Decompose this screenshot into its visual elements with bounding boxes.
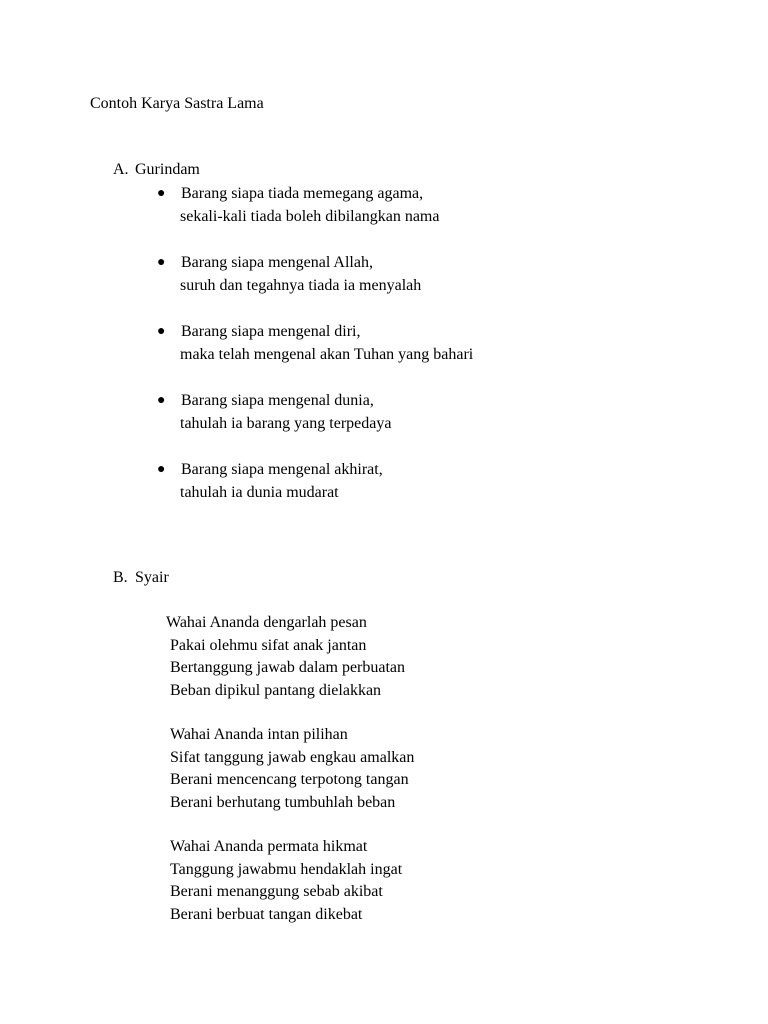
gurindam-list: [0, 182, 473, 527]
bullet-icon: ●: [157, 255, 166, 270]
syair-poem: [166, 612, 415, 948]
bullet-icon: ●: [157, 186, 166, 201]
gurindam-line-2: tahulah ia dunia mudarat: [180, 484, 339, 501]
list-item: [0, 320, 473, 366]
syair-stanza: [170, 724, 414, 814]
list-item: [0, 251, 473, 297]
list-item: [0, 182, 473, 228]
syair-line: Wahai Ananda permata hikmat: [170, 838, 368, 855]
section-heading-syair: [113, 566, 169, 589]
gurindam-line-2: maka telah mengenal akan Tuhan yang bahari: [180, 346, 474, 363]
bullet-icon: ●: [157, 393, 166, 408]
syair-line: Sifat tanggung jawab engkau amalkan: [170, 748, 415, 766]
syair-line: Berani berbuat tangan dikebat: [170, 905, 363, 923]
gurindam-line-2: suruh dan tegahnya tiada ia menyalah: [180, 277, 422, 294]
section-heading-gurindam: [113, 158, 200, 181]
syair-line: Beban dipikul pantang dielakkan: [170, 681, 382, 699]
gurindam-line-1: Barang siapa mengenal akhirat,: [181, 461, 383, 478]
section-marker-b: B.: [113, 569, 128, 586]
gurindam-line-1: Barang siapa mengenal Allah,: [181, 254, 373, 271]
bullet-icon: ●: [157, 324, 166, 339]
syair-stanza: [166, 612, 414, 702]
section-marker-a: A.: [113, 161, 129, 178]
syair-stanza: [170, 836, 414, 926]
syair-line: Wahai Ananda dengarlah pesan: [166, 614, 367, 631]
section-heading-text: Syair: [135, 569, 169, 586]
gurindam-line-1: Barang siapa mengenal diri,: [181, 323, 361, 340]
syair-line: Pakai olehmu sifat anak jantan: [170, 636, 367, 654]
syair-line: Berani berhutang tumbuhlah beban: [170, 793, 396, 811]
gurindam-line-2: tahulah ia barang yang terpedaya: [180, 415, 392, 432]
gurindam-line-1: Barang siapa mengenal dunia,: [181, 392, 374, 409]
section-heading-text: Gurindam: [135, 161, 200, 178]
syair-line: Bertanggung jawab dalam perbuatan: [170, 659, 406, 676]
syair-line: Wahai Ananda intan pilihan: [170, 726, 348, 743]
bullet-icon: ●: [157, 462, 166, 477]
list-item: [0, 458, 473, 504]
page-title: Contoh Karya Sastra Lama: [90, 95, 264, 112]
syair-line: Berani menanggung sebab akibat: [170, 883, 383, 900]
syair-line: Berani mencencang terpotong tangan: [170, 771, 409, 788]
gurindam-line-2: sekali-kali tiada boleh dibilangkan nama: [180, 208, 440, 225]
list-item: [0, 389, 473, 435]
syair-line: Tanggung jawabmu hendaklah ingat: [170, 860, 403, 878]
gurindam-line-1: Barang siapa tiada memegang agama,: [181, 185, 424, 202]
